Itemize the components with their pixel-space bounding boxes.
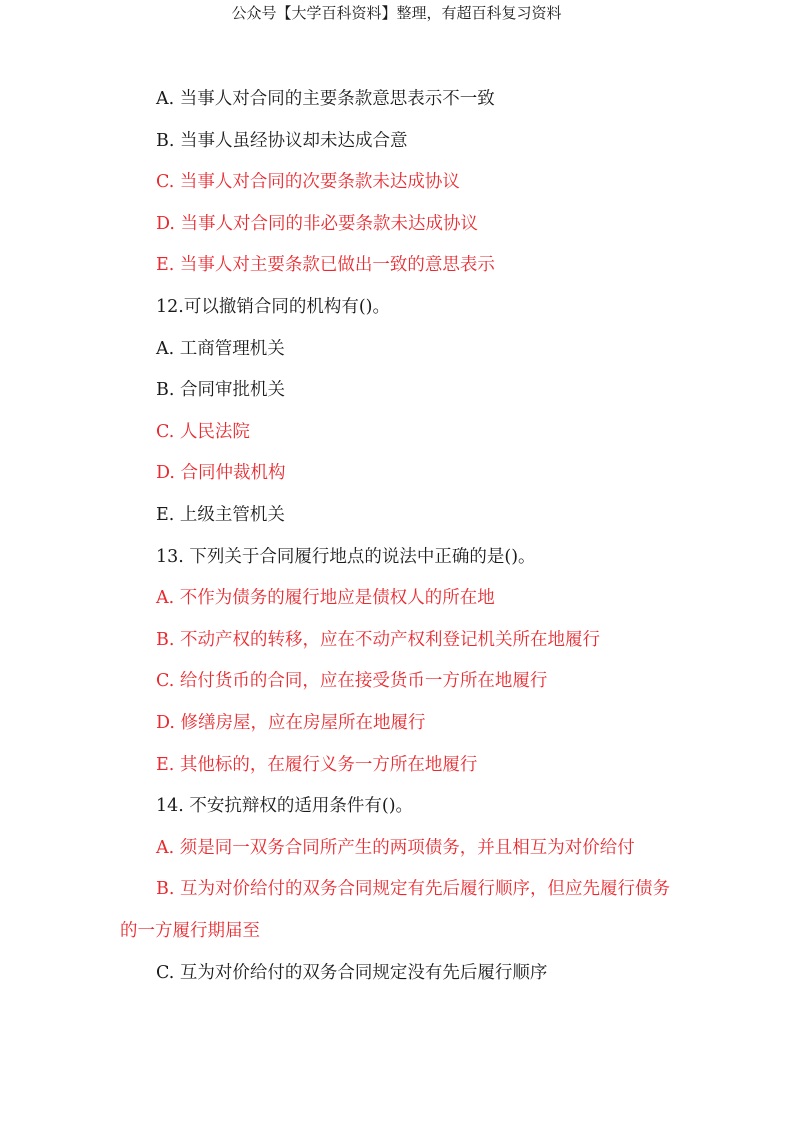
question-line: 14. 不安抗辩权的适用条件有()。 — [156, 796, 414, 817]
option-line: C. 互为对价给付的双务合同规定没有先后履行顺序 — [156, 963, 548, 984]
option-line: E. 其他标的，在履行义务一方所在地履行 — [156, 754, 478, 775]
option-line: B. 合同审批机关 — [156, 380, 285, 401]
option-line: D. 当事人对合同的非必要条款未达成协议 — [156, 213, 479, 234]
option-line-wrapped: B. 互为对价给付的双务合同规定有先后履行顺序，但应先履行债务的一方履行期届至 — [120, 879, 670, 941]
option-line: B. 不动产权的转移，应在不动产权利登记机关所在地履行 — [156, 629, 600, 650]
option-line: A. 不作为债务的履行地应是债权人的所在地 — [156, 588, 495, 609]
option-line: E. 当事人对主要条款已做出一致的意思表示 — [156, 255, 495, 276]
option-line: A. 当事人对合同的主要条款意思表示不一致 — [156, 89, 495, 109]
question-line: 12.可以撤销合同的机构有()。 — [156, 296, 390, 317]
option-line: C. 人民法院 — [156, 421, 250, 442]
option-line: D. 修缮房屋，应在房屋所在地履行 — [156, 712, 426, 733]
option-line: D. 合同仲裁机构 — [156, 463, 286, 484]
page-header: 公众号【大学百科资料】整理，有超百科复习资料 — [231, 4, 562, 22]
option-line: B. 当事人虽经协议却未达成合意 — [156, 130, 408, 151]
option-line: A. 工商管理机关 — [156, 338, 285, 359]
option-line: C. 当事人对合同的次要条款未达成协议 — [156, 172, 460, 193]
question-line: 13. 下列关于合同履行地点的说法中正确的是()。 — [156, 546, 536, 567]
option-line: A. 须是同一双务合同所产生的两项债务，并且相互为对价给付 — [156, 837, 635, 858]
option-line: C. 给付货币的合同，应在接受货币一方所在地履行 — [156, 671, 548, 692]
option-line: E. 上级主管机关 — [156, 504, 285, 525]
document-body — [120, 86, 680, 1002]
